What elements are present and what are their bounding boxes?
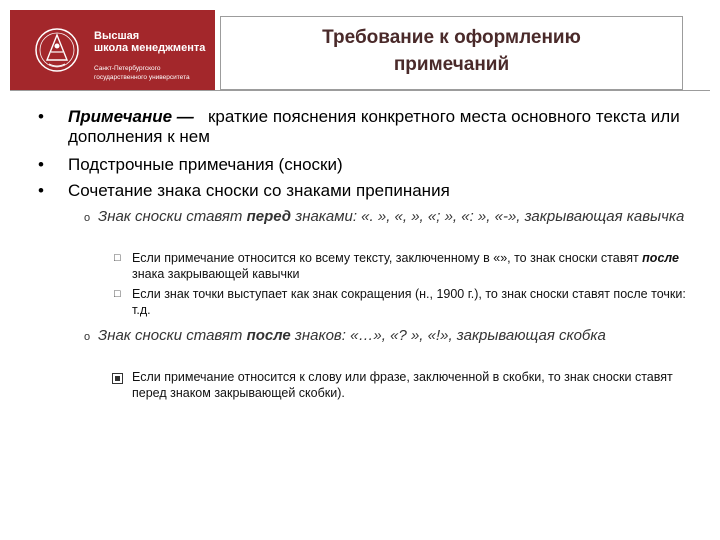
page-title xyxy=(220,24,683,78)
bullet-item-punctuation: Сочетание знака сноски со знаками препинания xyxy=(68,181,450,200)
logo-panel xyxy=(10,10,215,90)
emphasis-after: после xyxy=(246,327,291,344)
level3-item-brackets: Если примечание относится к слову или фразе, заключенной в скобки, то знак сноски ставят перед знаком закрывающей скобки). xyxy=(132,370,673,400)
logo-line-2: школа менеджмента xyxy=(94,42,206,54)
logo-line-1: Высшая xyxy=(94,30,140,42)
title-line-2: примечаний xyxy=(393,54,510,75)
level3-bullet-marker: □ xyxy=(114,252,121,264)
sub-item-before xyxy=(98,208,688,226)
bullet-item-definition xyxy=(68,107,698,147)
emphasis-before: перед xyxy=(246,208,292,225)
sub-item-before-pre: Знак сноски ставят xyxy=(98,208,247,225)
bullet-marker: • xyxy=(38,107,44,126)
level3-bullet-marker: □ xyxy=(114,288,121,300)
sub-item-after-pre: Знак сноски ставят xyxy=(98,327,247,344)
sub-item-after xyxy=(98,327,688,345)
filled-square-bullet-icon xyxy=(112,373,123,384)
logo-line-3: Санкт-Петербургского xyxy=(94,65,161,72)
quote-rule-pre: Если примечание относится ко всему тексту, заключенному в «», то знак сноски ставят xyxy=(132,251,643,265)
sub-bullet-marker: o xyxy=(84,331,91,343)
header-divider xyxy=(10,90,710,91)
bullet-item-footnotes: Подстрочные примечания (сноски) xyxy=(68,155,343,174)
sub-item-after-post: знаков: «…», «? », «!», закрывающая скобка xyxy=(290,327,606,344)
emphasis-after-quote: после xyxy=(642,251,679,265)
quote-rule-post: знака закрывающей кавычки xyxy=(132,267,300,281)
sub-item-before-post: знаками: «. », «, », «; », «: », «-», закрывающая кавычка xyxy=(291,208,685,225)
level3-item-quote xyxy=(132,250,697,282)
definition-term: Примечание — xyxy=(68,107,194,126)
university-emblem-icon xyxy=(34,26,80,74)
logo-line-4: государственного университета xyxy=(94,74,190,81)
title-line-1: Требование к оформлению xyxy=(322,27,581,48)
bullet-marker: • xyxy=(38,181,44,200)
sub-bullet-marker: o xyxy=(84,212,91,224)
definition-text: краткие пояснения конкретного места основного текста или дополнения к нем xyxy=(68,107,685,146)
level3-item-abbreviation: Если знак точки выступает как знак сокращения (н., 1900 г.), то знак сноски ставят после точки: т.д. xyxy=(132,287,686,317)
bullet-marker: • xyxy=(38,155,44,174)
